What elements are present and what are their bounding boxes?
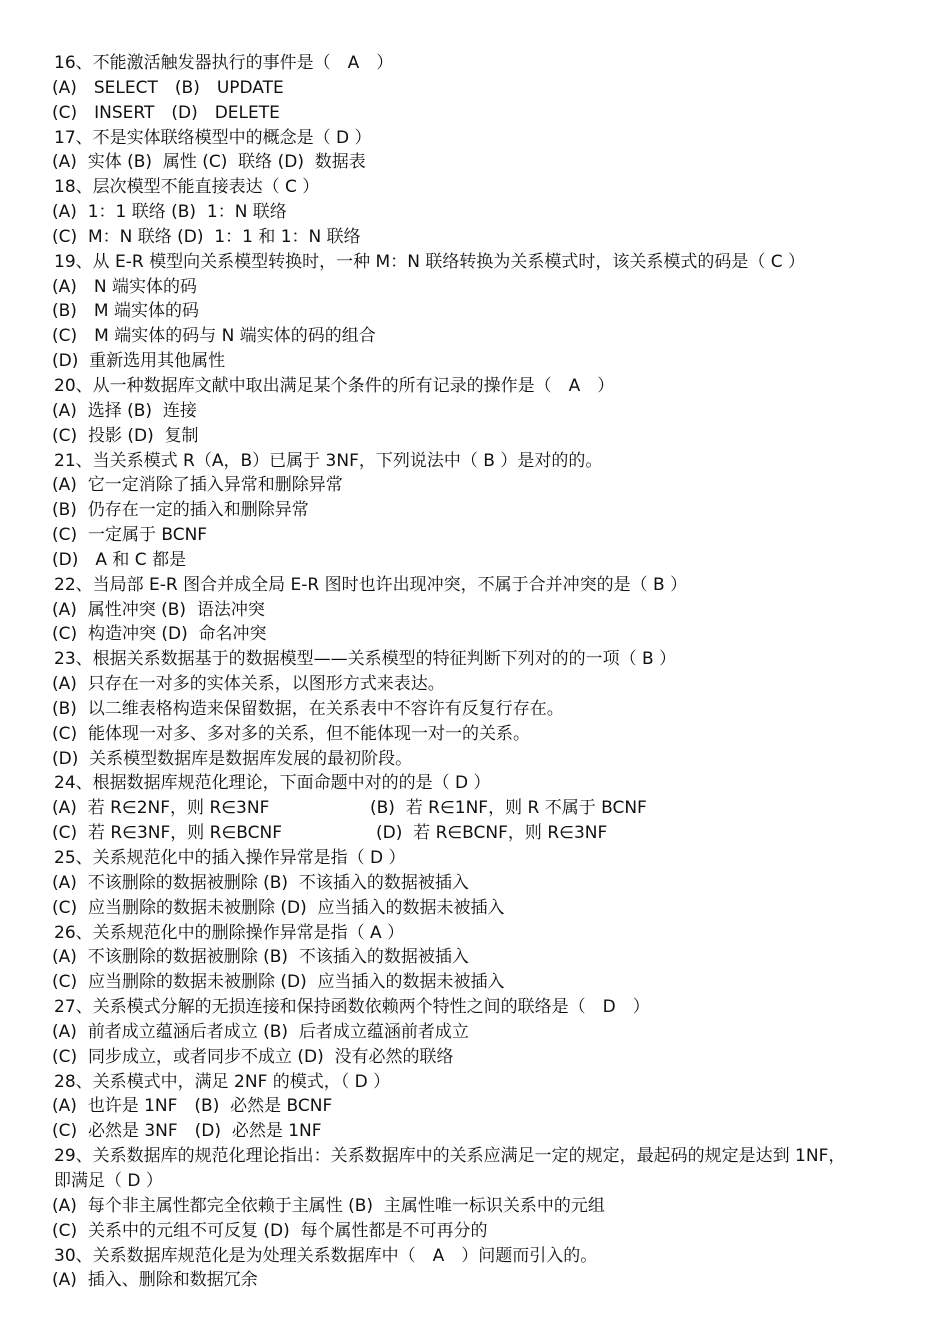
line-text: (C) INSERT (D) DELETE [52,102,280,123]
option-line [0,1194,950,1219]
question-line [0,374,950,399]
line-text: (C) M 端实体的码与 N 端实体的码的组合 [52,326,376,347]
line-text: 23、根据关系数据基于的数据模型——关系模型的特征判断下列对的的一项（ B ） [54,649,677,670]
option-line [0,275,950,300]
question-line [0,175,950,200]
line-text: 16、不能激活触发器执行的事件是（ A ） [54,53,394,73]
line-text: (A) 每个非主属性都完全依赖于主属性 (B) 主属性唯一标识关系中的元组 [52,1195,605,1216]
line-text: (A) 若 R∈2NF，则 R∈3NF [52,798,270,819]
line-text-right: (D) 若 R∈BCNF，则 R∈3NF [376,823,608,844]
line-text: (A) 也许是 1NF (B) 必然是 BCNF [52,1096,333,1117]
line-text: (C) 应当删除的数据未被删除 (D) 应当插入的数据未被插入 [52,897,505,918]
line-text: 24、根据数据库规范化理论，下面命题中对的的是（ D ） [54,773,491,794]
option-line [0,796,950,821]
line-text: 19、从 E-R 模型向关系模型转换时，一种 M：N 联络转换为关系模式时，该关系模式的码是（ C ） [54,251,805,272]
option-line [0,1045,950,1070]
option-line [0,896,950,921]
option-line [0,1020,950,1045]
question-line [0,647,950,672]
question-line [0,449,950,474]
question-line [0,921,950,946]
option-line [0,747,950,772]
line-text: (C) 必然是 3NF (D) 必然是 1NF [52,1121,322,1142]
line-text: (D) 重新选用其他属性 [52,351,226,372]
option-line [0,1219,950,1244]
question-line [0,995,950,1020]
option-line [0,672,950,697]
line-text: (A) N 端实体的码 [52,276,198,297]
option-line [0,871,950,896]
option-line [0,200,950,225]
line-text: (A) 属性冲突 (B) 语法冲突 [52,599,265,620]
line-text: (C) 投影 (D) 复制 [52,425,199,446]
question-line [0,1244,950,1269]
line-text: (C) 若 R∈3NF，则 R∈BCNF [52,823,283,844]
line-text: 29、关系数据库的规范化理论指出：关系数据库中的关系应满足一定的规定，最起码的规定是达到 1NF， [54,1146,846,1167]
option-line [0,622,950,647]
option-line [0,523,950,548]
line-text: 25、关系规范化中的插入操作异常是指（ D ） [54,848,406,868]
option-line [0,697,950,722]
line-text: 21、当关系模式 R（A，B）已属于 3NF，下列说法中（ B ）是对的的。 [54,450,603,471]
option-line [0,76,950,101]
line-text-right: (B) 若 R∈1NF，则 R 不属于 BCNF [370,798,647,819]
option-line [0,349,950,374]
question-line [0,573,950,598]
line-text: (C) 同步成立，或者同步不成立 (D) 没有必然的联络 [52,1046,454,1067]
option-line [0,1268,950,1293]
option-line [0,399,950,424]
option-line [0,722,950,747]
option-line [0,473,950,498]
line-text: 27、关系模式分解的无损连接和保持函数依赖两个特性之间的联络是（ D ） [54,997,650,1018]
question-line [0,126,950,151]
line-text: 28、关系模式中，满足 2NF 的模式，（ D ） [54,1071,391,1092]
option-line [0,299,950,324]
option-line [0,1119,950,1144]
question-line [0,1070,950,1095]
question-line [0,250,950,275]
line-text: (B) M 端实体的码 [52,301,199,322]
line-text: (D) A 和 C 都是 [52,549,187,570]
option-line [0,548,950,573]
option-line [0,1094,950,1119]
line-text: (A) 1：1 联络 (B) 1：N 联络 [52,202,287,223]
line-text: (C) 能体现一对多、多对多的关系，但不能体现一对一的关系。 [52,723,530,744]
question-line [0,846,950,871]
line-text: (D) 关系模型数据库是数据库发展的最初阶段。 [52,748,413,769]
line-text: 18、层次模型不能直接表达（ C ） [54,177,320,198]
line-text: 20、从一种数据库文献中取出满足某个条件的所有记录的操作是（ A ） [54,375,615,396]
line-text: (C) 构造冲突 (D) 命名冲突 [52,624,267,645]
option-line [0,150,950,175]
line-text: (A) 实体 (B) 属性 (C) 联络 (D) 数据表 [52,152,366,173]
line-text: (A) 它一定消除了插入异常和删除异常 [52,475,343,496]
option-line [0,424,950,449]
option-line [0,101,950,126]
option-line [0,821,950,846]
line-text: (C) 应当删除的数据未被删除 (D) 应当插入的数据未被插入 [52,972,505,993]
option-line [0,945,950,970]
question-line [0,1169,950,1194]
question-line [0,771,950,796]
line-text: (A) 选择 (B) 连接 [52,400,197,421]
line-text: 26、关系规范化中的删除操作异常是指（ A ） [54,922,405,943]
option-line [0,598,950,623]
line-text: 即满足（ D ） [54,1170,163,1191]
line-text: (C) 一定属于 BCNF [52,525,208,546]
line-text: 30、关系数据库规范化是为处理关系数据库中（ A ）问题而引入的。 [54,1245,598,1266]
line-text: (A) SELECT (B) UPDATE [52,77,284,98]
question-line [0,1144,950,1169]
line-text: 22、当局部 E-R 图合并成全局 E-R 图时也许出现冲突，不属于合并冲突的是（ B ） [54,574,688,595]
line-text: (A) 插入、删除和数据冗余 [52,1270,258,1291]
option-line [0,225,950,250]
option-line [0,970,950,995]
line-text: (A) 不该删除的数据被删除 (B) 不该插入的数据被插入 [52,947,469,968]
option-line [0,324,950,349]
option-line [0,498,950,523]
line-text: (B) 仍存在一定的插入和删除异常 [52,500,309,521]
line-text: (B) 以二维表格构造来保留数据，在关系表中不容许有反复行存在。 [52,698,564,719]
line-text: (C) M：N 联络 (D) 1：1 和 1：N 联络 [52,226,361,247]
line-text: (A) 前者成立蕴涵后者成立 (B) 后者成立蕴涵前者成立 [52,1021,469,1042]
line-text: (C) 关系中的元组不可反复 (D) 每个属性都是不可再分的 [52,1220,488,1241]
line-text: (A) 只存在一对多的实体关系，以图形方式来表达。 [52,674,445,695]
line-text: 17、不是实体联络模型中的概念是（ D ） [54,127,372,148]
line-text: (A) 不该删除的数据被删除 (B) 不该插入的数据被插入 [52,872,469,893]
question-line [0,51,950,76]
